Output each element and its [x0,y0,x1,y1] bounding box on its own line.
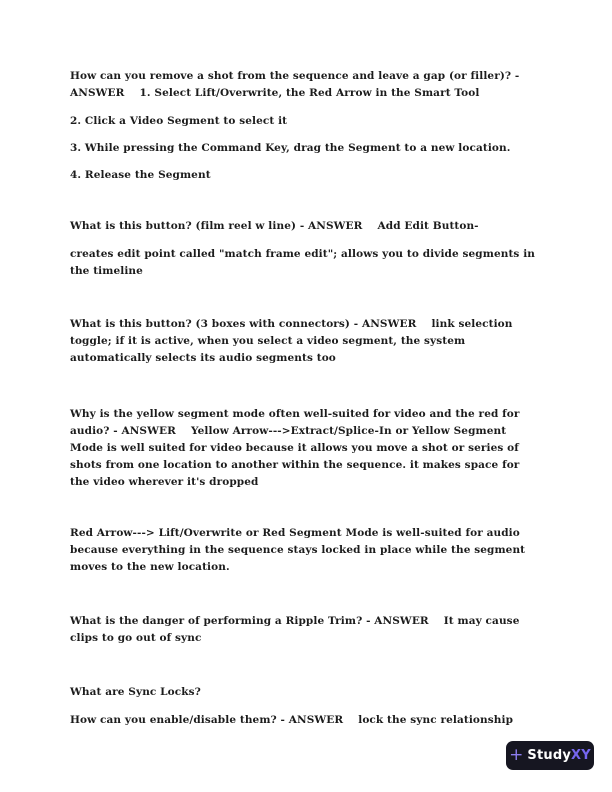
qa-paragraph-4: 4. Release the Segment [70,169,211,181]
qa-paragraph-12: How can you enable/disable them? - ANSWER lock the sync relationship [70,714,514,726]
plus-icon: + [509,744,524,765]
qa-paragraph-8: Why is the yellow segment mode often well-suited for video and the red for audio? - ANSWER Yellow Arrow--->Extract/Splice-In or Yellow Segment Mode is well suited for video because it allows you move a shot or series of shots from one location to another within the sequence. it makes space for the video wherever it's dropped [70,408,524,488]
studyxy-logo[interactable] [506,741,594,770]
qa-paragraph-3: 3. While pressing the Command Key, drag the Segment to a new location. [70,142,511,154]
qa-paragraph-1: How can you remove a shot from the sequence and leave a gap (or filler)? - ANSWER 1. Select Lift/Overwrite, the Red Arrow in the Smart Tool [70,70,524,99]
qa-paragraph-6: creates edit point called "match frame edit"; allows you to divide segments in the timeline [70,248,539,277]
qa-paragraph-2: 2. Click a Video Segment to select it [70,115,288,127]
qa-paragraph-7: What is this button? (3 boxes with connectors) - ANSWER link selection toggle; if it is active, when you select a video segment, the system automatically selects its audio segments too [70,318,517,364]
qa-paragraph-11: What are Sync Locks? [70,686,201,698]
qa-paragraph-10: What is the danger of performing a Ripple Trim? - ANSWER It may cause clips to go out of sync [70,615,524,644]
qa-paragraph-9: Red Arrow---> Lift/Overwrite or Red Segment Mode is well-suited for audio because everything in the sequence stays locked in place while the segment moves to the new location. [70,527,529,573]
document-content [70,68,542,729]
qa-paragraph-5: What is this button? (film reel w line) - ANSWER Add Edit Button- [70,220,479,232]
logo-text-primary: Study [527,748,572,763]
logo-text-accent: XY [571,748,591,763]
